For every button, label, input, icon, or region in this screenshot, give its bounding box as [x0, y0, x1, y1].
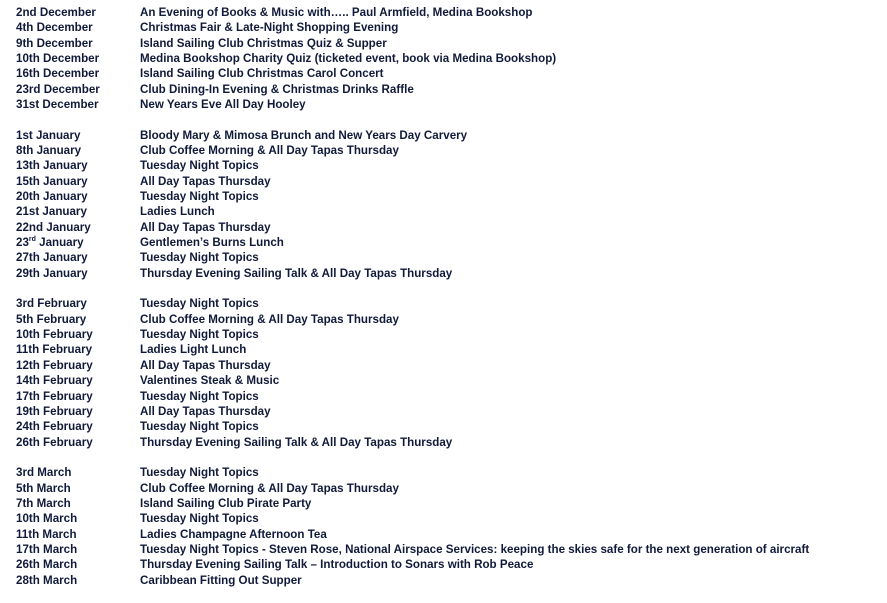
event-date: 27th January — [16, 251, 88, 265]
event-row — [16, 36, 881, 51]
event-date: 31st December — [16, 98, 99, 112]
event-row — [16, 496, 881, 511]
event-row — [16, 404, 881, 419]
event-title: All Day Tapas Thursday — [140, 358, 271, 372]
event-title: Valentines Steak & Music — [140, 374, 280, 388]
event-date: 2nd December — [16, 6, 96, 19]
month-block-december — [16, 5, 881, 112]
event-title: Tuesday Night Topics — [140, 190, 259, 204]
event-date: 23rd December — [16, 82, 100, 96]
event-row — [16, 51, 881, 66]
event-row — [16, 204, 881, 219]
event-date: 11th February — [16, 343, 93, 357]
event-row — [16, 220, 881, 235]
event-title: Ladies Champagne Afternoon Tea — [140, 527, 327, 541]
event-title: Island Sailing Club Christmas Carol Concert — [140, 67, 384, 81]
event-row — [16, 419, 881, 434]
event-row — [16, 511, 881, 526]
event-date: 10th March — [16, 512, 78, 526]
event-row — [16, 465, 881, 480]
event-row — [16, 174, 881, 189]
event-title: Tuesday Night Topics — [140, 466, 259, 480]
event-title: All Day Tapas Thursday — [140, 220, 271, 234]
event-row — [16, 143, 881, 158]
event-row — [16, 435, 881, 450]
event-title: Tuesday Night Topics — [140, 512, 259, 526]
event-title: All Day Tapas Thursday — [140, 174, 271, 188]
event-title: Ladies Lunch — [140, 205, 215, 219]
event-title: New Years Eve All Day Hooley — [140, 98, 306, 112]
event-date: 26th February — [16, 435, 93, 449]
event-date: 3rd March — [16, 466, 72, 480]
event-title: Tuesday Night Topics — [140, 251, 259, 265]
event-date: 14th February — [16, 374, 93, 388]
event-title: Tuesday Night Topics — [140, 328, 259, 342]
event-row — [16, 5, 881, 20]
event-date: 11th March — [16, 527, 77, 541]
month-block-february — [16, 296, 881, 449]
event-date: 17th February — [16, 389, 93, 403]
event-title: Tuesday Night Topics — [140, 420, 259, 434]
event-date: 10th December — [16, 52, 100, 66]
event-row — [16, 250, 881, 265]
event-title: Christmas Fair & Late-Night Shopping Evening — [140, 21, 399, 35]
event-title: Club Coffee Morning & All Day Tapas Thursday — [140, 144, 399, 158]
event-date: 1st January — [16, 128, 81, 142]
event-title: All Day Tapas Thursday — [140, 404, 271, 418]
event-date: 5th February — [16, 312, 87, 326]
month-block-march — [16, 465, 881, 588]
event-title: Tuesday Night Topics — [140, 389, 259, 403]
event-date: 7th March — [16, 496, 71, 510]
event-row — [16, 573, 881, 588]
event-title: Medina Bookshop Charity Quiz (ticketed event, book via Medina Bookshop) — [140, 52, 557, 66]
event-row — [16, 20, 881, 35]
event-title: Club Dining-In Evening & Christmas Drinks Raffle — [140, 82, 414, 96]
event-title: Tuesday Night Topics - Steven Rose, National Airspace Services: keeping the skies safe for the next generation of aircraft — [140, 542, 810, 556]
event-date-month: January — [35, 236, 84, 250]
event-row — [16, 358, 881, 373]
event-title: Tuesday Night Topics — [140, 159, 259, 173]
event-row — [16, 481, 881, 496]
event-row — [16, 97, 881, 112]
event-date: 9th December — [16, 36, 93, 50]
event-date: 21st January — [16, 205, 87, 219]
event-date: 17th March — [16, 542, 78, 556]
event-row — [16, 327, 881, 342]
event-date: 29th January — [16, 266, 88, 280]
event-date: 5th March — [16, 481, 71, 495]
event-row — [16, 542, 881, 557]
event-title: Thursday Evening Sailing Talk & All Day Tapas Thursday — [140, 435, 453, 449]
event-title: Club Coffee Morning & All Day Tapas Thursday — [140, 481, 399, 495]
event-title: Bloody Mary & Mimosa Brunch and New Years Day Carvery — [140, 128, 468, 142]
event-date: 19th February — [16, 404, 93, 418]
event-row — [16, 342, 881, 357]
event-row — [16, 389, 881, 404]
event-row — [16, 527, 881, 542]
event-row — [16, 158, 881, 173]
event-date: 4th December — [16, 21, 93, 35]
event-row — [16, 557, 881, 572]
event-row — [16, 373, 881, 388]
event-row — [16, 296, 881, 311]
event-date-number: 23 — [16, 236, 29, 250]
event-date: 15th January — [16, 174, 88, 188]
event-row — [16, 82, 881, 97]
event-title: Tuesday Night Topics — [140, 297, 259, 311]
event-title: Island Sailing Club Pirate Party — [140, 496, 312, 510]
month-block-january — [16, 128, 881, 281]
event-date: 16th December — [16, 67, 100, 81]
event-date — [16, 235, 140, 250]
events-schedule — [16, 5, 881, 603]
event-title: An Evening of Books & Music with….. Paul Armfield, Medina Bookshop — [140, 6, 533, 19]
event-date: 24th February — [16, 420, 93, 434]
event-date: 22nd January — [16, 220, 91, 234]
event-title: Island Sailing Club Christmas Quiz & Supper — [140, 36, 387, 50]
event-title: Thursday Evening Sailing Talk – Introduction to Sonars with Rob Peace — [140, 558, 534, 572]
event-date: 3rd February — [16, 297, 87, 311]
event-date: 13th January — [16, 159, 88, 173]
event-date: 28th March — [16, 573, 78, 587]
event-date: 8th January — [16, 144, 82, 158]
event-row — [16, 312, 881, 327]
event-date: 10th February — [16, 328, 93, 342]
event-date: 26th March — [16, 558, 78, 572]
event-title: Club Coffee Morning & All Day Tapas Thursday — [140, 312, 399, 326]
event-title: Ladies Light Lunch — [140, 343, 247, 357]
event-date: 20th January — [16, 190, 88, 204]
event-row — [16, 189, 881, 204]
event-row — [16, 266, 881, 281]
event-title: Thursday Evening Sailing Talk & All Day Tapas Thursday — [140, 266, 453, 280]
event-date: 12th February — [16, 358, 93, 372]
event-title: Caribbean Fitting Out Supper — [140, 573, 302, 587]
event-title: Gentlemen’s Burns Lunch — [140, 236, 284, 250]
event-row — [16, 235, 881, 250]
event-date-suffix: rd — [28, 236, 36, 244]
event-row — [16, 128, 881, 143]
event-row — [16, 66, 881, 81]
